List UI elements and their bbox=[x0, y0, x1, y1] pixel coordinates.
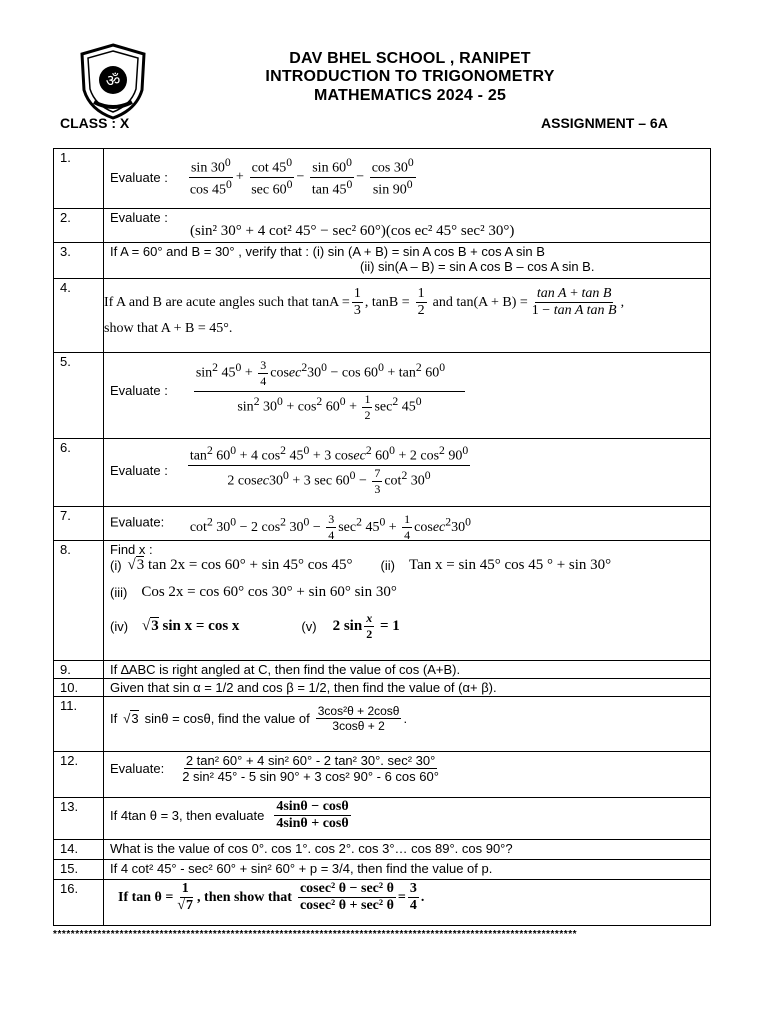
question-text: If 4tan θ = 3, then evaluate bbox=[110, 808, 265, 823]
question-number: 5. bbox=[54, 353, 104, 439]
question-row bbox=[54, 697, 711, 752]
question-text-mid: , tanB = bbox=[364, 294, 410, 310]
question-number: 1. bbox=[54, 149, 104, 209]
question-number: 12. bbox=[54, 752, 104, 798]
question-row bbox=[54, 149, 711, 209]
question-number: 10. bbox=[54, 679, 104, 697]
question-row bbox=[54, 880, 711, 926]
question-body bbox=[104, 752, 711, 798]
question-text: If A = 60° and B = 30° , verify that : (i) sin (A + B) = sin A cos B + cos A sin B bbox=[110, 244, 545, 259]
part-label: (v) bbox=[301, 619, 317, 634]
question-text: If tan θ = bbox=[118, 889, 174, 905]
question-number: 15. bbox=[54, 860, 104, 880]
question-text-mid: , then show that bbox=[197, 889, 292, 905]
question-label: Evaluate : bbox=[110, 210, 168, 225]
question-row bbox=[54, 541, 711, 661]
question-row bbox=[54, 243, 711, 279]
question-body bbox=[104, 243, 711, 279]
question-row bbox=[54, 679, 711, 697]
math-expression: $\frac{\text{cosec² θ − sec² θ}}{\text{cosec² θ + sec² θ}}$ bbox=[299, 881, 394, 913]
question-text: If A and B are acute angles such that tanA = bbox=[104, 294, 350, 310]
class-label: CLASS : X bbox=[60, 115, 130, 131]
question-label: Evaluate: bbox=[110, 761, 165, 776]
question-row bbox=[54, 279, 711, 353]
part-v-expr: 2 sin bbox=[332, 617, 363, 634]
question-row bbox=[54, 439, 711, 507]
question-number: 16. bbox=[54, 880, 104, 926]
assignment-label: ASSIGNMENT – 6A bbox=[541, 115, 668, 131]
math-expression: $\frac{\text{3cos²θ + 2cosθ}}{3\cos\theta + 2}$ bbox=[317, 704, 400, 733]
math-expression: $\frac{\text{2 tan² 60° + 4 sin² 60° - 2 tan² 30°. sec² 30°}}{\text{2 sin² 45° - 5 sin 90° + 3 cos² 90° - 6 cos 60°}}$ bbox=[182, 753, 439, 784]
question-number: 3. bbox=[54, 243, 104, 279]
part-label: (iv) bbox=[110, 619, 129, 634]
question-body bbox=[104, 439, 711, 507]
part-label: (ii) bbox=[380, 558, 395, 573]
question-number: 7. bbox=[54, 507, 104, 541]
question-text: Given that sin α = 1/2 and cos β = 1/2, then find the value of (α+ β). bbox=[104, 679, 711, 697]
question-text: If bbox=[110, 711, 118, 726]
question-row bbox=[54, 798, 711, 840]
question-text-mid: sinθ = cosθ, find the value of bbox=[144, 711, 310, 726]
question-text-2: show that A + B = 45°. bbox=[104, 321, 233, 336]
question-row bbox=[54, 353, 711, 439]
question-body: Find x : (i) √3 tan 2x = cos 60° + sin 45° cos 45° (ii) Tan x = sin 45° cos 45 ° + sin 30° (iii) Cos 2x = cos 60° cos 30° + sin 60° sin 30° (iv) √3 sin x = cos x (v) 2 sin $\frac{x}{2}$ = 1 bbox=[104, 541, 711, 661]
question-body: If A and B are acute angles such that tanA = $\frac{1}{3}$ , tanB = $\frac{1}{2}$ and tan(A + B) = $\frac{\text{tan A + tan B}}{\text{1 − tan A tan B}}$ , show that A + B = 45°. bbox=[104, 279, 711, 353]
question-label: Evaluate: bbox=[110, 514, 165, 530]
question-number: 6. bbox=[54, 439, 104, 507]
question-body bbox=[104, 149, 711, 209]
math-expression: $\tan^2 60^0 + 4$ $\cos^2 45^0 + 3$ cosec$^2$ $60^0 + 2$ $\cos^2 90^0$ 2 $cosec30^0 + 3$ $\sec 60^0$ − $\frac{7}{3}$ $\cot^2 30^0$ bbox=[189, 444, 469, 496]
question-row bbox=[54, 661, 711, 679]
part-iii-expr: Cos 2x = cos 60° cos 30° + sin 60° sin 30° bbox=[141, 584, 397, 600]
part-iv-expr: sin x = cos x bbox=[162, 618, 240, 634]
question-number: 13. bbox=[54, 798, 104, 840]
question-text: What is the value of cos 0°. cos 1°. cos 2°. cos 3°… cos 89°. cos 90°? bbox=[104, 840, 711, 860]
school-name: DAV BHEL SCHOOL , RANIPET bbox=[289, 50, 531, 67]
question-label: Evaluate : bbox=[110, 169, 168, 185]
part-i-expr: tan 2x = cos 60° + sin 45° cos 45° bbox=[148, 557, 353, 573]
question-number: 8. bbox=[54, 541, 104, 661]
question-text: If ∆ABC is right angled at C, then find the value of cos (A+B). bbox=[104, 661, 711, 679]
question-body bbox=[104, 798, 711, 840]
question-number: 9. bbox=[54, 661, 104, 679]
question-row bbox=[54, 752, 711, 798]
part-ii-expr: Tan x = sin 45° cos 45 ° + sin 30° bbox=[408, 557, 612, 573]
math-expression: (sin² 30° + 4 cot² 45° − sec² 60°)(cos ec² 45° sec² 30°) bbox=[190, 223, 515, 239]
math-expression: $\sin^2 45^0$ + $\frac{3}{4}$ $cosec^230^0 - \cos 60^0 + \tan^2 60^0$ $\sin^2 30^0 + \cos^2 60^0$ + $\frac{1}{2}$ $\sec^2 45^0$ bbox=[194, 358, 465, 423]
math-expression: $\frac{\sin 30^0}{\cos 45^0}$ + $\frac{\cot 45^0}{\sec 60^0}$ − $\frac{\sin 60^0}{\tan 45^0}$ − $\frac{\cos 30^0}{\sin 90^0}$ bbox=[189, 156, 414, 198]
question-label: Evaluate : bbox=[110, 462, 168, 478]
math-expression: $\cot^2 30^0 - 2$ $\cos^2 30^0$ − $\frac{3}{4}$ $\sec^2 45^0$ + $\frac{1}{4}$ $cosec^230^0$ bbox=[189, 512, 471, 542]
part-v-rhs: = 1 bbox=[379, 617, 400, 634]
part-label: (iii) bbox=[110, 585, 128, 600]
svg-text:ॐ: ॐ bbox=[105, 71, 121, 90]
footer-stars: ********************************************************************************************************************** bbox=[53, 929, 578, 940]
questions-table bbox=[53, 148, 711, 926]
question-text-2: (ii) sin(A – B) = sin A cos B – cos A sin B. bbox=[360, 259, 595, 274]
question-row bbox=[54, 209, 711, 243]
question-row bbox=[54, 860, 711, 880]
question-row bbox=[54, 840, 711, 860]
question-row bbox=[54, 507, 711, 541]
question-number: 11. bbox=[54, 697, 104, 752]
school-logo bbox=[76, 42, 150, 120]
question-body bbox=[104, 507, 711, 541]
math-expression: $\frac{4\sin\theta - \cos\theta}{4\sin\theta + \cos\theta}$ bbox=[276, 799, 349, 831]
question-text-mid2: and tan(A + B) = bbox=[432, 294, 528, 310]
question-body bbox=[104, 209, 711, 243]
question-number: 14. bbox=[54, 840, 104, 860]
question-number: 4. bbox=[54, 279, 104, 353]
question-body: If tan θ = $\frac{1}{√7}$ , then show that $\frac{\text{cosec² θ − sec² θ}}{\text{cosec² θ + sec² θ}}$ = $\frac{3}{4}$ . bbox=[104, 880, 711, 926]
question-rhs: = bbox=[397, 889, 406, 905]
question-text: If 4 cot² 45° - sec² 60° + sin² 60° + p = 3/4, then find the value of p. bbox=[104, 860, 711, 880]
subject-title: MATHEMATICS 2024 - 25 bbox=[313, 87, 507, 104]
question-body bbox=[104, 353, 711, 439]
part-label: (i) bbox=[110, 558, 122, 573]
question-label: Find x : bbox=[110, 542, 153, 557]
question-label: Evaluate : bbox=[110, 383, 168, 398]
question-body: If √3 sinθ = cosθ, find the value of $\frac{\text{3cos²θ + 2cosθ}}{3\cos\theta + 2}$ . bbox=[104, 697, 711, 752]
topic-title: INTRODUCTION TO TRIGONOMETRY bbox=[265, 68, 555, 85]
question-number: 2. bbox=[54, 209, 104, 243]
